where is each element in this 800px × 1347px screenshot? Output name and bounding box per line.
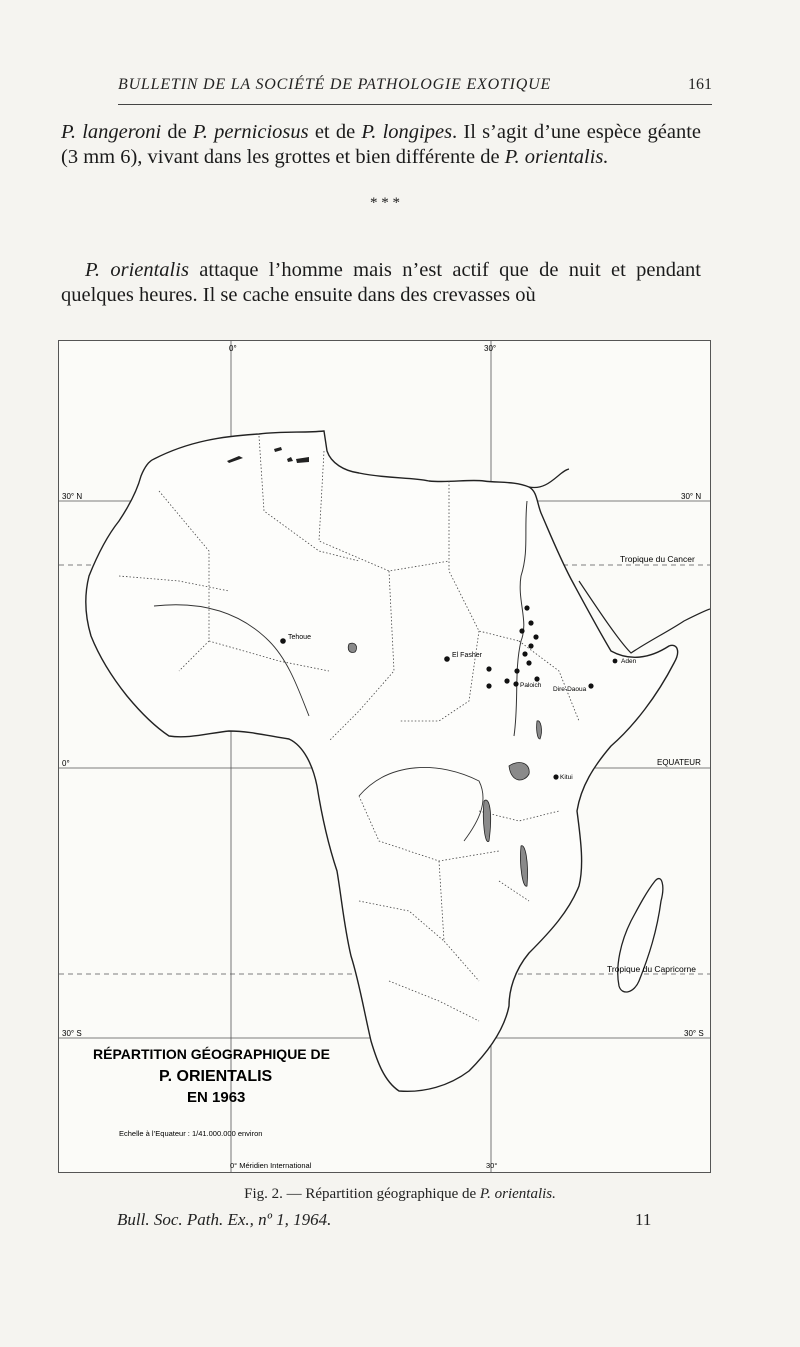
signature-mark: 11: [635, 1210, 652, 1229]
point-tehoue: [280, 638, 286, 644]
text-run: attaque l’homme mais n’est actif que de nuit et pendant quelques heures. Il se cache ensuite dans des crevasses où: [61, 259, 701, 306]
caption-prefix: Fig. 2. — Répartition géographique de: [244, 1186, 480, 1202]
label-meridian-30: 30°: [484, 344, 497, 353]
point-aden: [613, 659, 618, 664]
point-paloich: [513, 681, 518, 686]
paragraph-1: [61, 120, 701, 170]
label-tropic-cancer: Tropique du Cancer: [620, 554, 695, 564]
running-header: [118, 76, 712, 102]
page-number: 161: [688, 76, 712, 93]
place-dire-daoua: Dire-Daoua: [553, 686, 587, 693]
header-rule: [118, 104, 712, 105]
label-equator-right: EQUATEUR: [657, 758, 701, 767]
section-separator: * * *: [370, 195, 400, 211]
text-run: . Il s’agit d’une espèce géante (3 mm 6), vivant dans les grottes et bien différente de: [61, 121, 701, 168]
legend-title-line3: EN 1963: [187, 1089, 246, 1106]
point-el-fasher: [444, 656, 450, 662]
africa-outline: [86, 431, 678, 1091]
legend-title-line1: RÉPARTITION GÉOGRAPHIQUE DE: [93, 1046, 330, 1062]
text-run: et de: [308, 121, 362, 143]
text-run: de: [161, 121, 193, 143]
legend-scale: Echelle à l’Equateur : 1/41.000.000 environ: [119, 1129, 263, 1138]
paragraph-2: [61, 258, 701, 308]
label-tropic-capricorn: Tropique du Capricorne: [607, 964, 696, 974]
place-kitui: Kitui: [560, 774, 573, 781]
place-tehoue: Tehoue: [288, 634, 311, 641]
species-name: P. perniciosus: [192, 121, 309, 143]
place-paloich: Paloich: [520, 682, 542, 689]
label-30s-left: 30° S: [62, 1029, 82, 1038]
lake-rudolf: [537, 721, 542, 739]
madagascar-outline: [618, 879, 663, 992]
species-name: P. langeroni: [61, 121, 162, 143]
label-30n-left: 30° N: [62, 492, 83, 501]
journal-title: BULLETIN DE LA SOCIÉTÉ DE PATHOLOGIE EXOTIQUE: [118, 76, 552, 93]
species-name: P. orientalis: [85, 259, 189, 281]
distribution-map: [58, 340, 711, 1173]
label-bottom-meridian-0: 0° Méridien International: [230, 1161, 312, 1170]
legend-title-line2: P. ORIENTALIS: [159, 1068, 273, 1085]
caption-species: P. orientalis.: [479, 1186, 556, 1202]
lake-chad: [348, 643, 356, 652]
label-meridian-0: 0°: [229, 344, 237, 353]
label-30n-right: 30° N: [681, 492, 702, 501]
point-dire-daoua: [588, 683, 593, 688]
africa-map-svg: [59, 341, 710, 1172]
label-equator-left: 0°: [62, 759, 70, 768]
place-aden: Aden: [621, 658, 637, 665]
species-name: P. orientalis.: [504, 146, 609, 168]
label-bottom-meridian-30: 30°: [486, 1161, 498, 1170]
figure-caption: [0, 1186, 800, 1203]
point-kitui: [553, 774, 558, 779]
species-name: P. longipes: [361, 121, 453, 143]
citation-footer: Bull. Soc. Path. Ex., nº 1, 1964.: [117, 1210, 332, 1229]
label-30s-right: 30° S: [684, 1029, 704, 1038]
place-el-fasher: El Fasher: [452, 652, 482, 659]
